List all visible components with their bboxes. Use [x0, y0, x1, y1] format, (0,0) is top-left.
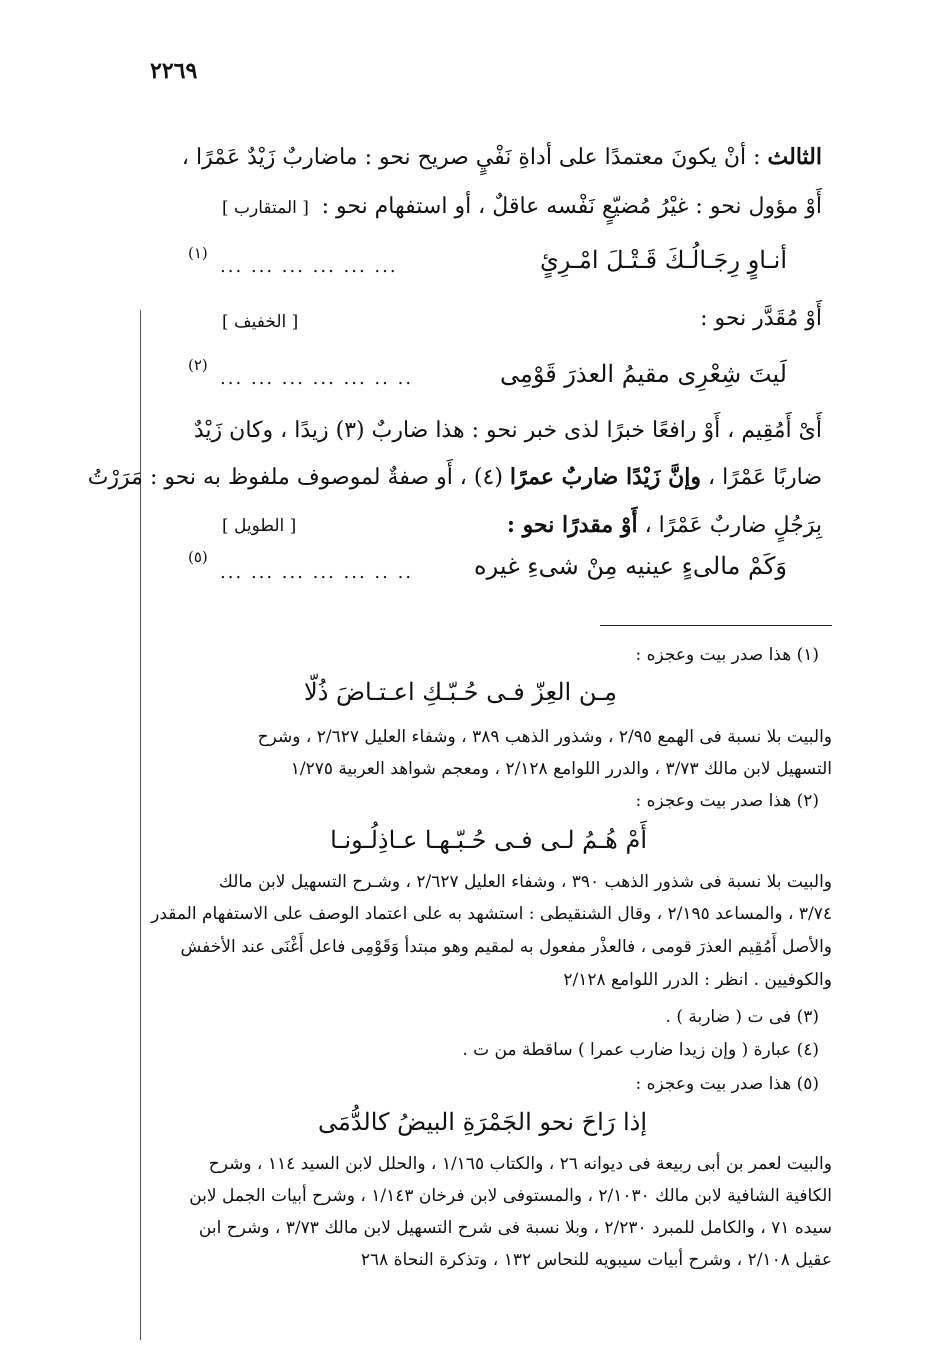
footnote-ref-2: (٢): [188, 356, 208, 374]
footnote-ref-1: (١): [188, 244, 208, 262]
footnote-5-line-4: عقيل ٢/١٠٨ ، وشرح أبيات سيبويه للنحاس ١٣٢ ، وتذكرة النحاة ٢٦٨: [360, 1250, 832, 1270]
footnote-4: (٤) عبارة ( وإن زيدا ضارب عمرا ) ساقطة من ت .: [462, 1040, 819, 1060]
meter-label-khafif: [ الخفيف ]: [222, 312, 299, 332]
main-line-2: أَوْ مؤول نحو : غيْرُ مُضيّعٍ نَفْسه عاقلٌ ، أو استفهام نحو :: [321, 194, 822, 219]
meter-label-tawil: [ الطويل ]: [222, 516, 297, 536]
verse-1-dots: ... ... ... ... ... ...: [220, 256, 398, 277]
footnote-1-label: (١) هذا صدر بيت وعجزه :: [635, 645, 819, 665]
footnote-2-verse: أَمْ هُـمُ لـى فـى حُـبّـهـا عـاذِلُـونـا: [330, 826, 647, 854]
footnote-5-line-3: سيده ٧١ ، والكامل للمبرد ٢/٢٣٠ ، وبلا نسبة فى شرح التسهيل لابن مالك ٣/٧٣ ، وشرح ابن: [198, 1218, 832, 1238]
footnote-2-label: (٢) هذا صدر بيت وعجزه :: [635, 791, 819, 811]
footnote-1-line-1: والبيت بلا نسبة فى الهمع ٢/٩٥ ، وشذور الذهب ٣٨٩ ، وشفاء العليل ٢/٦٢٧ ، وشرح: [257, 727, 832, 747]
footnote-2-line-4: والكوفيين . انظر : الدرر اللوامع ٢/١٢٨: [563, 970, 832, 990]
main-line-5: [88, 464, 822, 490]
footnote-2-line-3: والأصل أَمُقِيم العذرَ قومى ، فالعذْر مفعول به لمقيم وهو مبتدأ وَقَوْمِى فاعل أَغْنَى عند الأخفش: [180, 937, 832, 957]
verse-3: وَكَمْ مالىءٍ عينيه مِنْ شىءِ غيره: [474, 552, 787, 580]
footnote-5-line-2: الكافية الشافية لابن مالك ٢/١٠٣٠ ، والمستوفى لابن فرخان ١/١٤٣ ، وشرح أبيات الجمل لابن: [189, 1186, 832, 1206]
footnote-3: (٣) فى ت ( ضاربة ) .: [665, 1007, 819, 1027]
footnote-5-verse: إذا رَاحَ نحو الجَمْرَةِ البيضُ كالدُّمَى: [317, 1108, 647, 1136]
meter-label-mutaqarib: [ المتقارب ]: [222, 198, 309, 218]
main-line-6-bold: أَوْ مقدرًا نحو :: [506, 512, 638, 538]
footnote-5-line-1: والبيت لعمر بن أبى ربيعة فى ديوانه ٢٦ ، والكتاب ١/١٦٥ ، والحلل لابن السيد ١١٤ ، وشرح: [208, 1154, 832, 1174]
main-line-6: [507, 512, 822, 538]
footnote-ref-3: (٥): [188, 548, 208, 566]
footnote-2-line-1: والبيت بلا نسبة فى شذور الذهب ٣٩٠ ، وشفاء العليل ٢/٦٢٧ ، وشـرح التسهيل لابن مالك: [218, 872, 832, 892]
main-line-1: [182, 144, 822, 170]
footnote-1-line-2: التسهيل لابن مالك ٣/٧٣ ، والدرر اللوامع ٢/١٢٨ ، ومعجم شواهد العربية ١/٢٧٥: [290, 759, 832, 779]
footnote-1-verse: مِـن العِزّ فـى حُـبّـكِ اعـتـاضَ ذُلّا: [304, 678, 617, 706]
page-number: ٢٢٦٩: [150, 58, 198, 84]
main-line-3: أَوْ مُقَدَّر نحو :: [700, 306, 822, 331]
main-line-5-a: ضاربًا عَمْرًا ،: [700, 465, 822, 490]
footnote-2-line-2: ٣/٧٤ ، والمساعد ٢/١٩٥ ، وقال الشنقيطى : استشهد به على اعتماد الوصف على الاستفهام المقدر: [151, 904, 832, 924]
footnote-5-label: (٥) هذا صدر بيت وعجزه :: [635, 1074, 819, 1094]
verse-3-dots: ... ... ... ... ... .. ..: [220, 562, 414, 583]
verse-1: أنـاوٍ رِجَـالُـكَ قَـتْـلَ امْـرِئٍ: [539, 246, 787, 274]
main-line-6-a: بِرَجُلٍ ضاربٌ عَمْرًا ،: [637, 513, 822, 538]
verse-2: لَيتَ شِعْرِى مقيمُ العذرَ قَوْمِى: [499, 360, 787, 388]
verse-2-dots: ... ... ... ... ... .. ..: [220, 368, 414, 389]
footnote-divider: [600, 625, 832, 626]
main-line-5-c: (٤) ، أَو صفةٌ لموصوف ملفوظ به نحو : مَرَرْتُ: [87, 465, 510, 490]
section-heading: الثالث: [767, 144, 822, 170]
main-line-5-bold: وإنَّ زَيْدًا ضاربٌ عمرًا: [509, 464, 701, 490]
main-line-1-text: : أنْ يكونَ معتمدًا على أداةِ نَفْيٍ صريح نحو : ماضاربٌ زَيْدٌ عَمْرًا ،: [181, 145, 768, 170]
main-line-4: أَىْ أَمُقِيم ، أَوْ رافعًا خبرًا لذى خبر نحو : هذا ضاربٌ (٣) زيدًا ، وكان زَيْدٌ: [193, 418, 822, 443]
